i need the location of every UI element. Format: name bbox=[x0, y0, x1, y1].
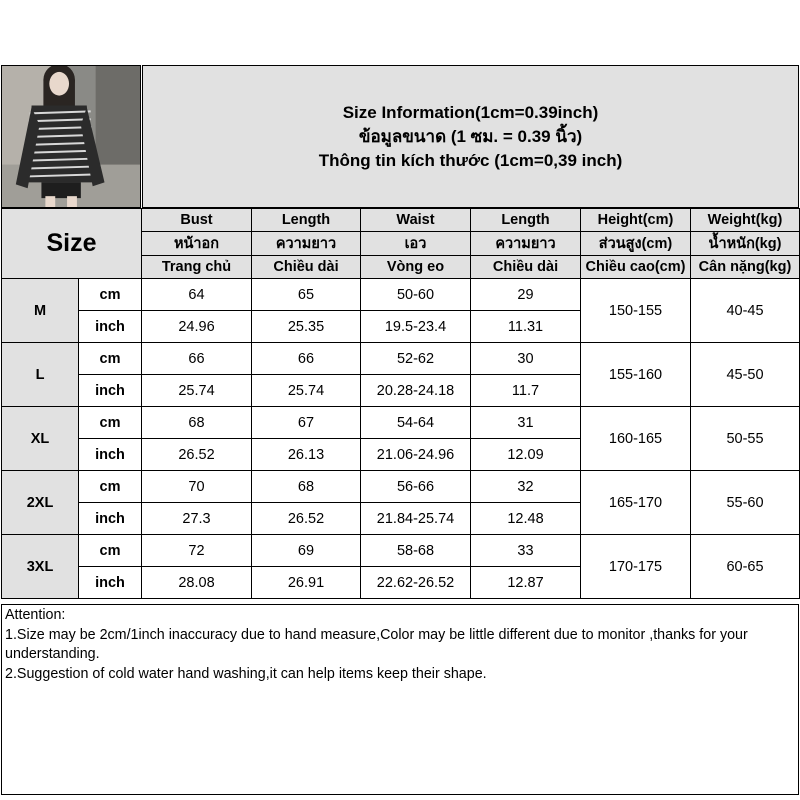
unit-label-inch: inch bbox=[79, 311, 142, 343]
unit-label-cm: cm bbox=[79, 535, 142, 567]
unit-label-cm: cm bbox=[79, 343, 142, 375]
column-header: ส่วนสูง(cm) bbox=[581, 232, 691, 256]
header-title-thai: ข้อมูลขนาด (1 ซม. = 0.39 นิ้ว) bbox=[358, 126, 583, 146]
table-cell: 56-66 bbox=[361, 471, 471, 503]
table-cell: 58-68 bbox=[361, 535, 471, 567]
column-header: Weight(kg) bbox=[691, 209, 800, 232]
unit-label-cm: cm bbox=[79, 471, 142, 503]
column-header: Length bbox=[252, 209, 361, 232]
table-cell: 26.13 bbox=[252, 439, 361, 471]
height-cell: 170-175 bbox=[581, 535, 691, 599]
table-cell: 29 bbox=[471, 279, 581, 311]
size-name: 3XL bbox=[2, 535, 79, 599]
table-cell: 65 bbox=[252, 279, 361, 311]
column-header: Cân nặng(kg) bbox=[691, 256, 800, 279]
column-header: Bust bbox=[142, 209, 252, 232]
weight-cell: 45-50 bbox=[691, 343, 800, 407]
table-cell: 26.52 bbox=[142, 439, 252, 471]
table-row bbox=[2, 343, 800, 375]
column-header: หน้าอก bbox=[142, 232, 252, 256]
table-cell: 68 bbox=[252, 471, 361, 503]
column-header: Vòng eo bbox=[361, 256, 471, 279]
table-cell: 20.28-24.18 bbox=[361, 375, 471, 407]
unit-label-cm: cm bbox=[79, 407, 142, 439]
table-cell: 69 bbox=[252, 535, 361, 567]
table-cell: 50-60 bbox=[361, 279, 471, 311]
table-cell: 21.84-25.74 bbox=[361, 503, 471, 535]
height-cell: 150-155 bbox=[581, 279, 691, 343]
unit-label-inch: inch bbox=[79, 439, 142, 471]
column-header: Height(cm) bbox=[581, 209, 691, 232]
column-header: น้ำหนัก(kg) bbox=[691, 232, 800, 256]
table-cell: 19.5-23.4 bbox=[361, 311, 471, 343]
weight-cell: 60-65 bbox=[691, 535, 800, 599]
size-name: 2XL bbox=[2, 471, 79, 535]
size-name: L bbox=[2, 343, 79, 407]
table-cell: 70 bbox=[142, 471, 252, 503]
table-cell: 30 bbox=[471, 343, 581, 375]
notes-item-2: 2.Suggestion of cold water hand washing,it can help items keep their shape. bbox=[5, 665, 487, 682]
table-cell: 12.09 bbox=[471, 439, 581, 471]
column-header: ความยาว bbox=[252, 232, 361, 256]
table-row bbox=[2, 279, 800, 311]
size-chart-table bbox=[1, 208, 800, 599]
column-header: Chiều dài bbox=[471, 256, 581, 279]
table-cell: 68 bbox=[142, 407, 252, 439]
table-cell: 21.06-24.96 bbox=[361, 439, 471, 471]
table-cell: 66 bbox=[252, 343, 361, 375]
height-cell: 155-160 bbox=[581, 343, 691, 407]
table-cell: 54-64 bbox=[361, 407, 471, 439]
header-title-english: Size Information(1cm=0.39inch) bbox=[342, 102, 599, 122]
table-cell: 11.7 bbox=[471, 375, 581, 407]
weight-cell: 40-45 bbox=[691, 279, 800, 343]
table-cell: 64 bbox=[142, 279, 252, 311]
table-cell: 27.3 bbox=[142, 503, 252, 535]
table-cell: 66 bbox=[142, 343, 252, 375]
column-header: Chiều dài bbox=[252, 256, 361, 279]
table-cell: 24.96 bbox=[142, 311, 252, 343]
column-header: Waist bbox=[361, 209, 471, 232]
product-photo bbox=[1, 65, 141, 208]
table-cell: 22.62-26.52 bbox=[361, 567, 471, 599]
table-cell: 72 bbox=[142, 535, 252, 567]
column-header: ความยาว bbox=[471, 232, 581, 256]
table-cell: 25.35 bbox=[252, 311, 361, 343]
column-header: Trang chủ bbox=[142, 256, 252, 279]
table-row bbox=[2, 535, 800, 567]
table-cell: 33 bbox=[471, 535, 581, 567]
column-header: Length bbox=[471, 209, 581, 232]
table-cell: 11.31 bbox=[471, 311, 581, 343]
column-header: เอว bbox=[361, 232, 471, 256]
size-information-header bbox=[142, 65, 799, 208]
unit-label-inch: inch bbox=[79, 375, 142, 407]
unit-label-cm: cm bbox=[79, 279, 142, 311]
table-cell: 52-62 bbox=[361, 343, 471, 375]
attention-notes bbox=[1, 604, 799, 795]
table-cell: 28.08 bbox=[142, 567, 252, 599]
table-row bbox=[2, 407, 800, 439]
size-name: M bbox=[2, 279, 79, 343]
table-cell: 12.48 bbox=[471, 503, 581, 535]
table-cell: 25.74 bbox=[252, 375, 361, 407]
header-row-english bbox=[2, 209, 800, 232]
column-header: Chiều cao(cm) bbox=[581, 256, 691, 279]
striped-shirt-model-image bbox=[2, 66, 140, 207]
table-cell: 26.52 bbox=[252, 503, 361, 535]
table-cell: 67 bbox=[252, 407, 361, 439]
size-name: XL bbox=[2, 407, 79, 471]
table-cell: 32 bbox=[471, 471, 581, 503]
size-column-label: Size bbox=[2, 209, 142, 279]
height-cell: 165-170 bbox=[581, 471, 691, 535]
header-title-vietnamese: Thông tin kích thước (1cm=0,39 inch) bbox=[318, 150, 623, 170]
notes-item-1: 1.Size may be 2cm/1inch inaccuracy due to hand measure,Color may be little different due to monitor ,thanks for your understanding. bbox=[5, 626, 748, 662]
height-cell: 160-165 bbox=[581, 407, 691, 471]
unit-label-inch: inch bbox=[79, 503, 142, 535]
table-cell: 26.91 bbox=[252, 567, 361, 599]
unit-label-inch: inch bbox=[79, 567, 142, 599]
notes-title: Attention: bbox=[5, 607, 66, 623]
table-cell: 25.74 bbox=[142, 375, 252, 407]
weight-cell: 55-60 bbox=[691, 471, 800, 535]
table-row bbox=[2, 471, 800, 503]
table-cell: 12.87 bbox=[471, 567, 581, 599]
table-cell: 31 bbox=[471, 407, 581, 439]
weight-cell: 50-55 bbox=[691, 407, 800, 471]
